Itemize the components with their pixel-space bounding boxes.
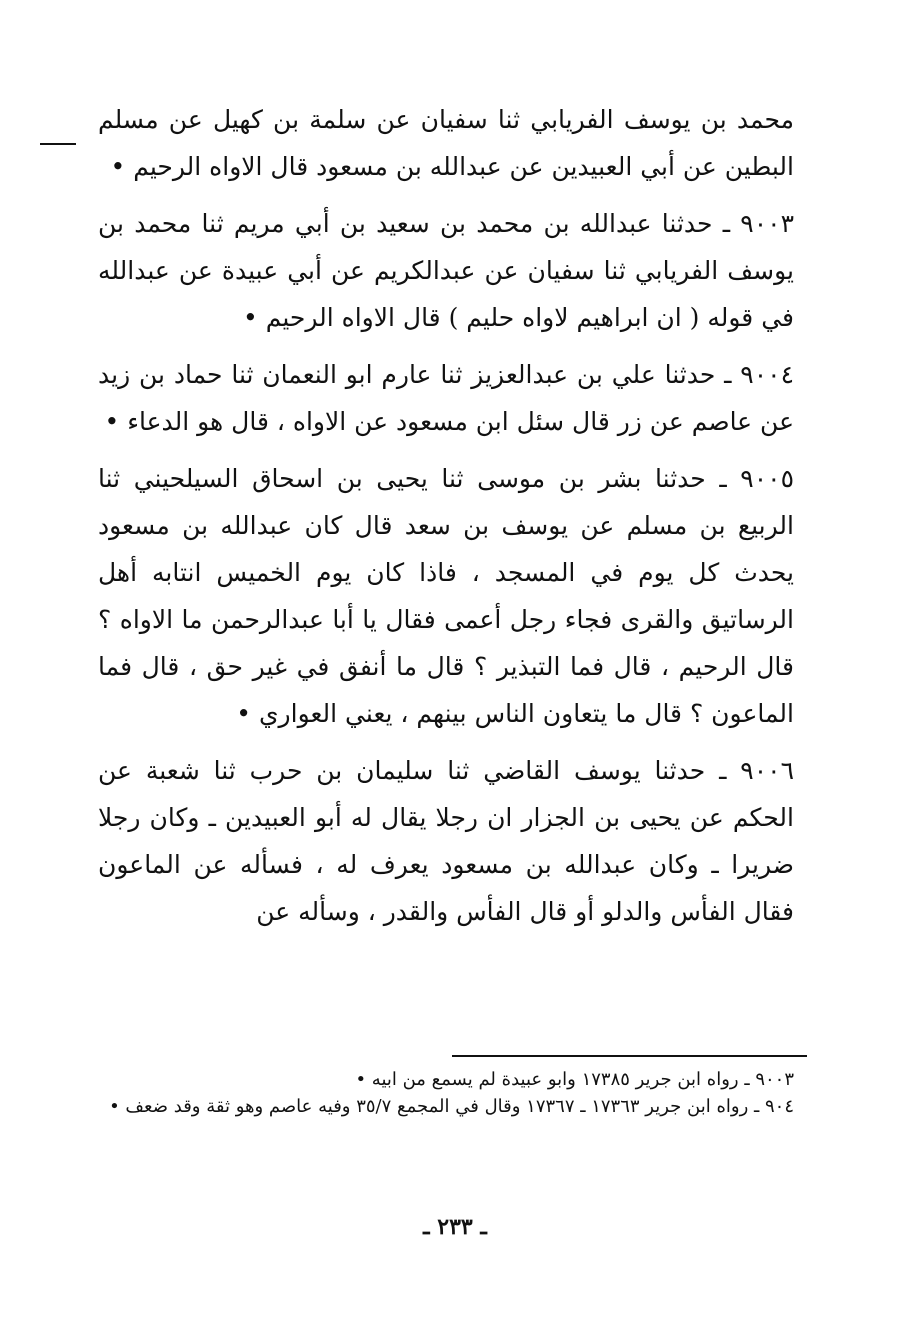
continuation-dash	[40, 143, 76, 145]
footnote-separator	[452, 1055, 807, 1057]
page-number: ـ ٢٣٣ ـ	[423, 1214, 487, 1240]
hadith-9006: ٩٠٠٦ ـ حدثنا يوسف القاضي ثنا سليمان بن حرب ثنا شعبة عن الحكم عن يحيى بن الجزار ان رجلا يقال له أبو العبيدين ـ وكان رجلا ضريرا ـ وكان عبدالله بن مسعود يعرف له ، فسأله عن الماعون فقال الفأس والدلو أو قال الفأس والقدر ، وسأله عن	[98, 756, 794, 926]
hadith-9004: ٩٠٠٤ ـ حدثنا علي بن عبدالعزيز ثنا عارم ابو النعمان ثنا حماد بن زيد عن عاصم عن زر قال سئل ابن مسعود عن الاواه ، قال هو الدعاء •	[98, 360, 794, 436]
footnotes	[98, 1066, 794, 1120]
footnote-9004: ٩٠٤ ـ رواه ابن جرير ١٧٣٦٣ ـ ١٧٣٦٧ وقال في المجمع ٣٥/٧ وفيه عاصم وهو ثقة وقد ضعف •	[109, 1096, 794, 1117]
hadith-9005: ٩٠٠٥ ـ حدثنا بشر بن موسى ثنا يحيى بن اسحاق السيلحيني ثنا الربيع بن مسلم عن يوسف بن سعد قال كان عبدالله بن مسعود يحدث كل يوم في المسجد ، فاذا كان يوم الخميس انتابه أهل الرساتيق والقرى فجاء رجل أعمى فقال يا أبا عبدالرحمن ما الاواه ؟ قال الرحيم ، قال فما التبذير ؟ قال ما أنفق في غير حق ، قال فما الماعون ؟ قال ما يتعاون الناس بينهم ، يعني العواري •	[98, 464, 794, 728]
paragraph-continuation: محمد بن يوسف الفريابي ثنا سفيان عن سلمة بن كهيل عن مسلم البطين عن أبي العبيدين عن عبدالله بن مسعود قال الاواه الرحيم •	[98, 105, 794, 181]
hadith-9003: ٩٠٠٣ ـ حدثنا عبدالله بن محمد بن سعيد بن أبي مريم ثنا محمد بن يوسف الفريابي ثنا سفيان عن عبدالكريم عن أبي عبيدة عن عبدالله في قوله ( ان ابراهيم لاواه حليم ) قال الاواه الرحيم •	[98, 209, 794, 332]
footnote-9003: ٩٠٠٣ ـ رواه ابن جرير ١٧٣٨٥ وابو عبيدة لم يسمع من ابيه •	[355, 1069, 794, 1090]
main-text	[98, 96, 794, 935]
